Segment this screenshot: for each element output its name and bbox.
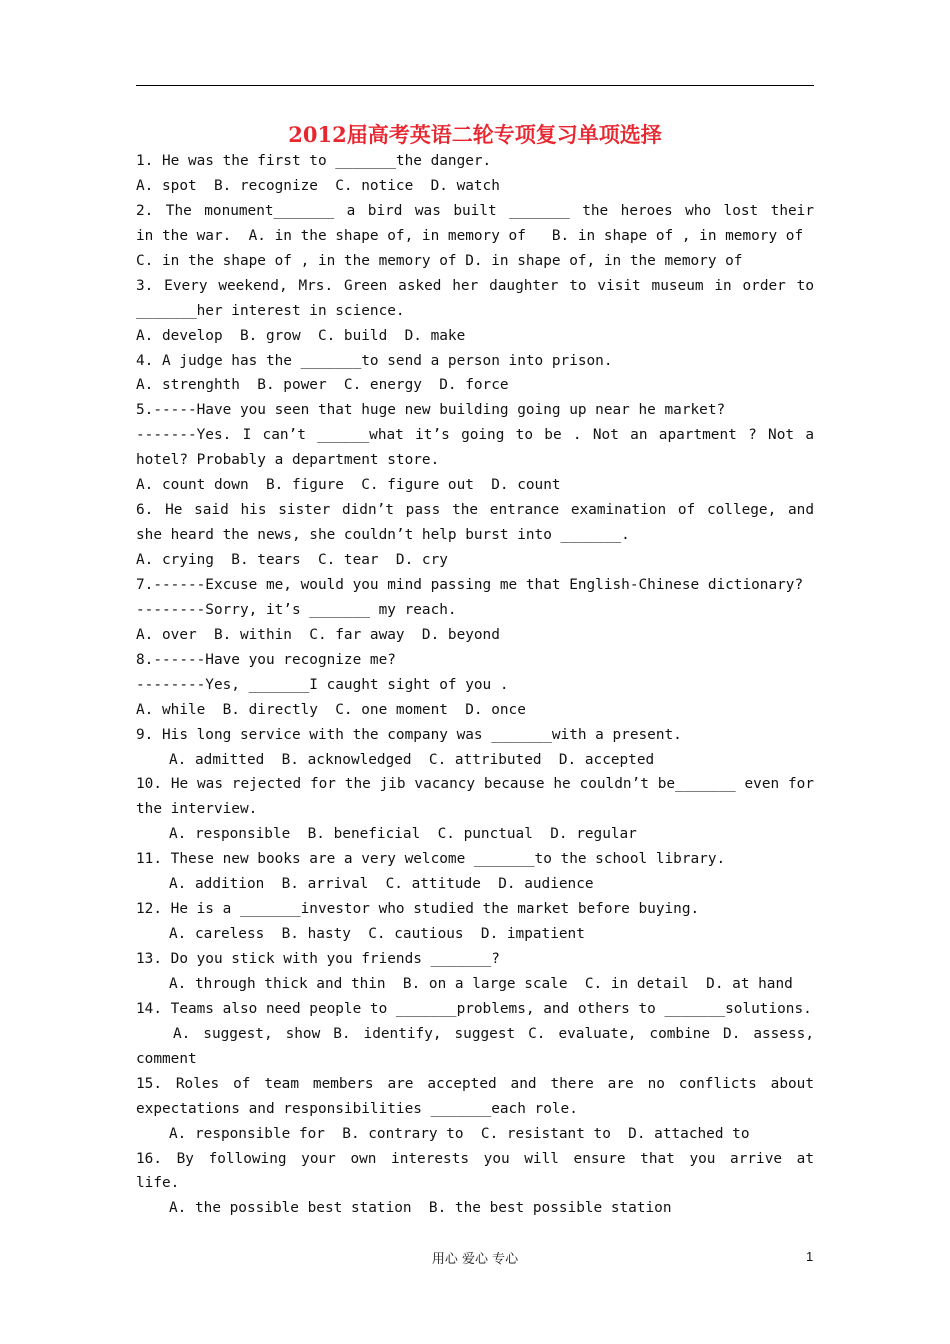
text-line: A. through thick and thin B. on a large scale C. in detail D. at hand (169, 975, 793, 992)
text-line: 10. He was rejected for the jib vacancy because he couldn’t be_______ even for (136, 776, 814, 793)
text-line: the interview. (136, 801, 258, 818)
text-line: A. over B. within C. far away D. beyond (136, 626, 500, 643)
text-line: 7.------Excuse me, would you mind passing me that English-Chinese dictionary? (136, 576, 804, 593)
text-line: A. addition B. arrival C. attitude D. audience (169, 876, 594, 893)
footer-text: 用心 爱心 专心 (431, 1252, 519, 1267)
text-line: A. the possible best station B. the best possible station (169, 1200, 672, 1217)
text-line: 8.------Have you recognize me? (136, 651, 396, 668)
text-line: hotel? Probably a department store. (136, 452, 440, 469)
text-line: 16. By following your own interests you will ensure that you arrive at (136, 1150, 814, 1167)
text-line: comment (136, 1050, 197, 1067)
text-line: 2. The monument_______ a bird was built _______ the heroes who lost their (136, 202, 814, 219)
question-list (136, 149, 814, 1221)
text-line: 4. A judge has the _______to send a person into prison. (136, 352, 613, 369)
text-line: 5.-----Have you seen that huge new building going up near he market? (136, 402, 726, 419)
text-line: A. while B. directly C. one moment D. once (136, 701, 526, 718)
text-line: C. in the shape of , in the memory of D. in shape of, in the memory of (136, 252, 743, 269)
text-line: A. suggest, show B. identify, suggest C. evaluate, combine D. assess, (173, 1025, 814, 1042)
text-line: 14. Teams also need people to _______problems, and others to _______solutions. (136, 1000, 812, 1017)
text-line: expectations and responsibilities _______each role. (136, 1100, 578, 1117)
page-number: 1 (806, 1249, 814, 1264)
text-line: --------Sorry, it’s _______ my reach. (136, 601, 457, 618)
text-line: A. spot B. recognize C. notice D. watch (136, 177, 500, 194)
text-line: 12. He is a _______investor who studied the market before buying. (136, 901, 700, 918)
text-line: 11. These new books are a very welcome _______to the school library. (136, 851, 726, 868)
text-line: A. careless B. hasty C. cautious D. impatient (169, 926, 585, 943)
text-line: she heard the news, she couldn’t help burst into _______. (136, 527, 630, 544)
text-line: 9. His long service with the company was _______with a present. (136, 726, 682, 743)
text-line: 3. Every weekend, Mrs. Green asked her daughter to visit museum in order to (136, 277, 814, 294)
text-line: 6. He said his sister didn’t pass the entrance examination of college, and (136, 502, 814, 519)
text-line: --------Yes, _______I caught sight of you . (136, 676, 509, 693)
text-line: A. count down B. figure C. figure out D. count (136, 477, 561, 494)
text-line: 13. Do you stick with you friends _______? (136, 951, 500, 967)
text-line: _______her interest in science. (136, 302, 405, 319)
text-line: A. responsible B. beneficial C. punctual D. regular (169, 826, 637, 843)
text-line: A. admitted B. acknowledged C. attributed D. accepted (169, 751, 655, 768)
text-line: -------Yes. I can’t ______what it’s going to be . Not an apartment ? Not a (136, 427, 814, 444)
text-line: in the war. A. in the shape of, in memory of B. in shape of , in memory of (136, 227, 804, 244)
text-line: 15. Roles of team members are accepted and there are no conflicts about (136, 1075, 814, 1092)
text-line: life. (136, 1175, 180, 1192)
text-line: 1. He was the first to _______the danger. (136, 153, 492, 169)
document-title: 2012届高考英语二轮专项复习单项选择 (288, 122, 662, 147)
text-line: A. responsible for B. contrary to C. resistant to D. attached to (169, 1125, 750, 1142)
header-rule (136, 85, 814, 86)
text-line: A. crying B. tears C. tear D. cry (136, 552, 448, 568)
text-line: A. strenghth B. power C. energy D. force (136, 377, 509, 394)
text-line: A. develop B. grow C. build D. make (136, 327, 466, 344)
